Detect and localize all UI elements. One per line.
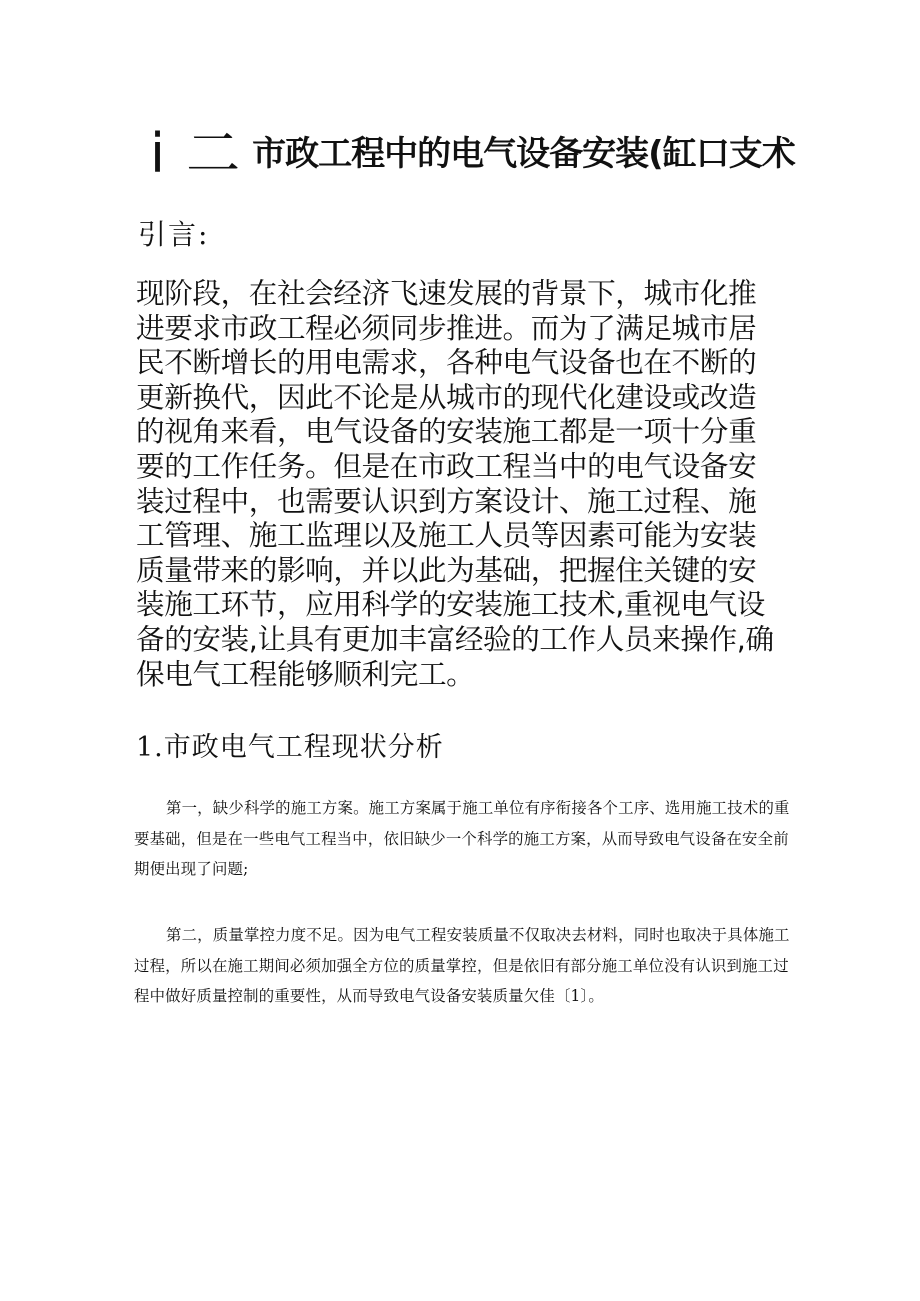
intro-label: 引言: [138, 218, 210, 251]
title-prefix: i 二 [150, 122, 243, 185]
section-heading: 1.市政电气工程现状分析 [136, 732, 444, 763]
body-paragraph-1: 第一，缺少科学的施工方案。施工方案属于施工单位有序衔接各个工序、选用施工技术的重要基础，但是在一些电气工程当中，依旧缺少一个科学的施工方案，从而导致电气设备在安全前期便出现了问题; [134, 799, 790, 878]
intro-paragraph: 现阶段，在社会经济飞速发展的背景下，城市化推进要求市政工程必须同步推进。而为了满足城市居民不断增长的用电需求，各种电气设备也在不断的更新换代，因此不论是从城市的现代化建设或改造的视角来看，电气设备的安装施工都是一项十分重要的工作任务。但是在市政工程当中的电气设备安装过程中，也需要认识到方案设计、施工过程、施工管理、施工监理以及施工人员等因素可能为安装质量带来的影响，并以此为基础，把握住关键的安装施工环节，应用科学的安装施工技术,重视电气设备的安装,让具有更加丰富经验的工作人员来操作,确保电气工程能够顺利完工。 [136, 276, 774, 691]
body-paragraph-2: 第二，质量掌控力度不足。因为电气工程安装质量不仅取决去材料，同时也取决于具体施工过程，所以在施工期间必须加强全方位的质量掌控，但是依旧有部分施工单位没有认识到施工过程中做好质量控制的重要性，从而导致电气设备安装质量欠佳〔1〕。 [134, 926, 790, 1005]
document-title [150, 122, 830, 186]
title-text: 市政工程中的电气设备安装(缸口支术 [252, 134, 795, 174]
